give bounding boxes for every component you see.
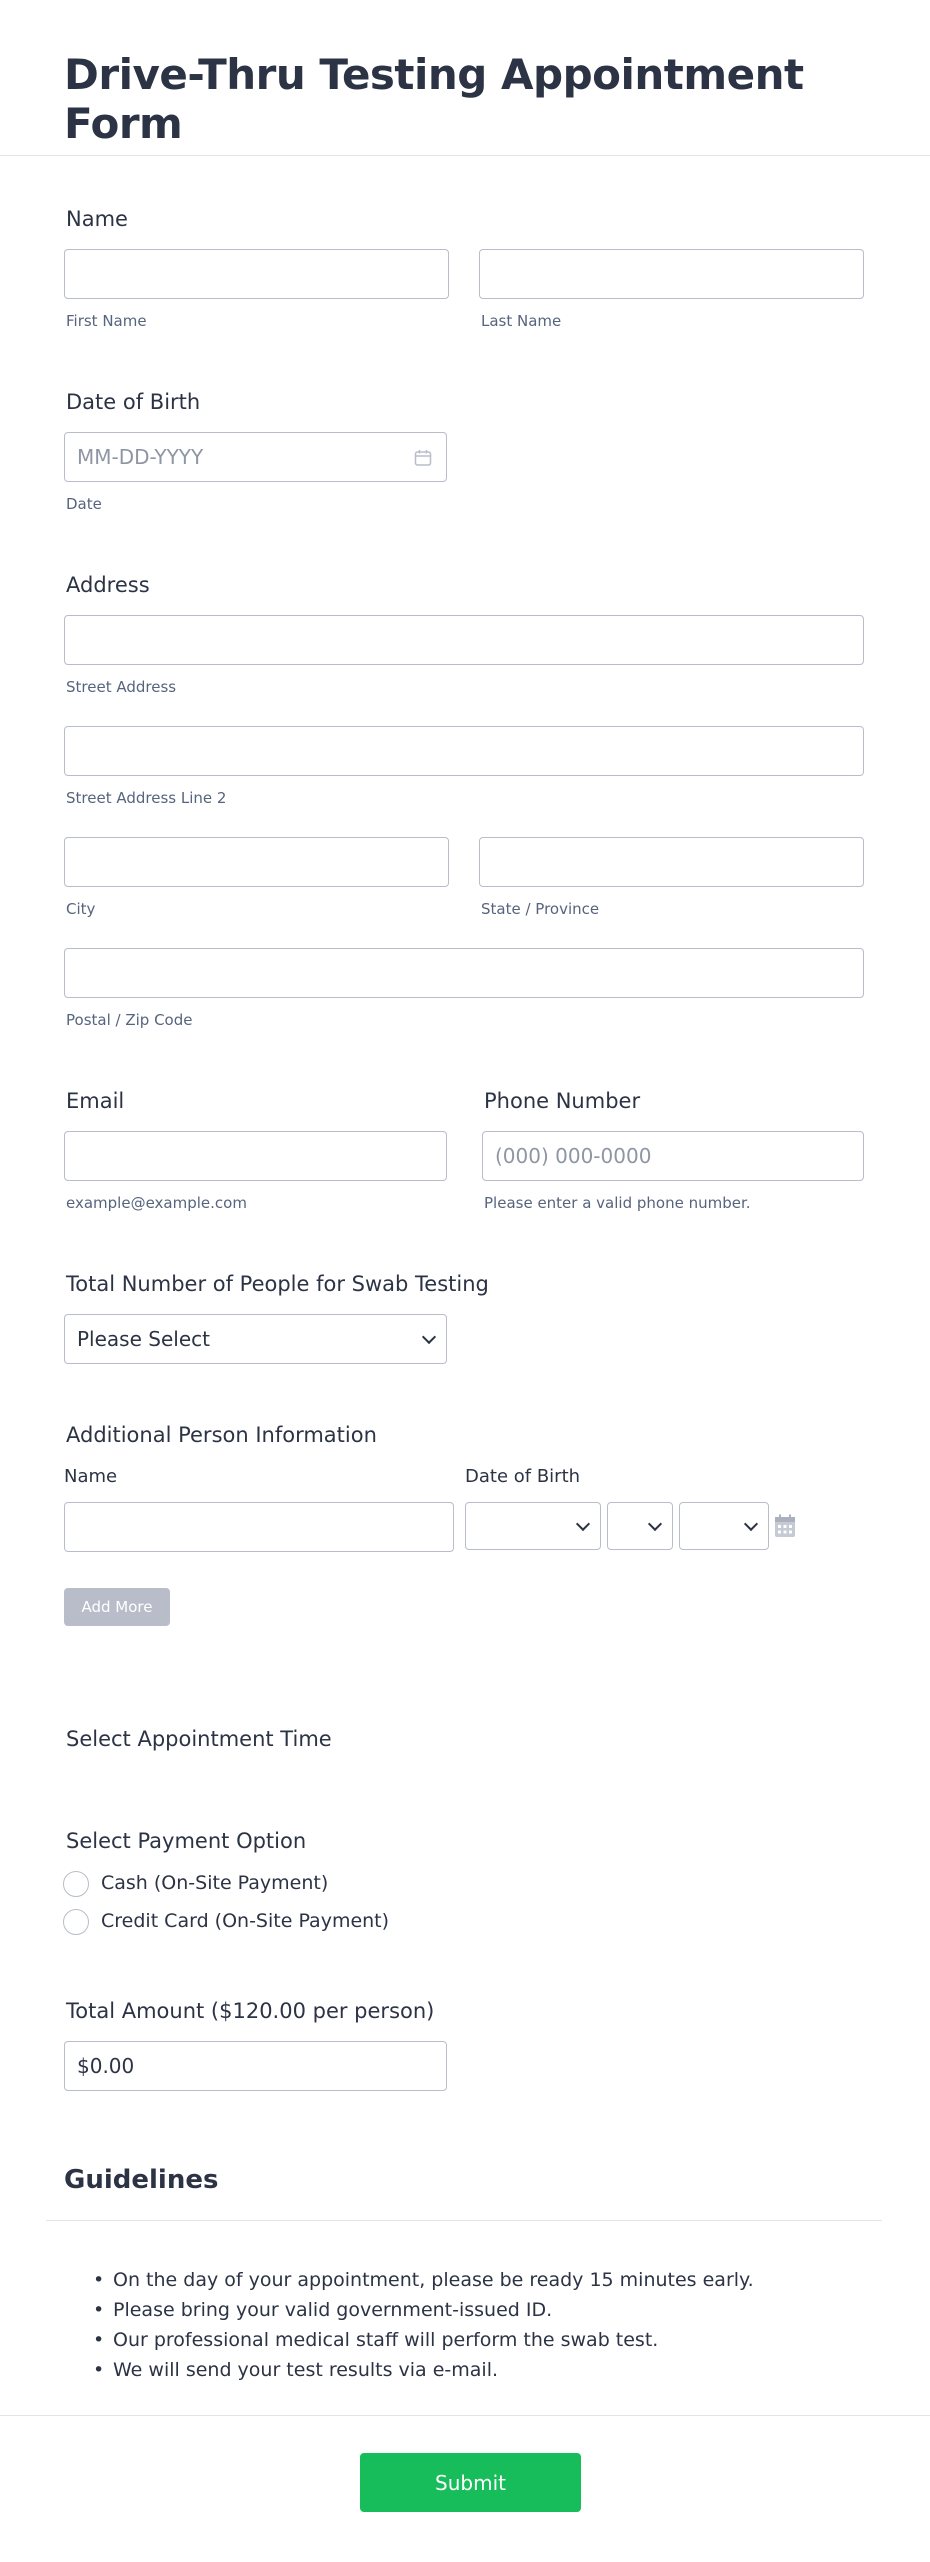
- payment-radio-cash[interactable]: [63, 1871, 89, 1897]
- additional-name-column: Name: [64, 1466, 118, 1487]
- additional-dob-column: Date of Birth: [465, 1466, 581, 1487]
- email-sublabel: example@example.com: [66, 1194, 247, 1212]
- calendar-icon[interactable]: [414, 448, 432, 472]
- dob-label: Date of Birth: [66, 390, 201, 414]
- people-select[interactable]: [64, 1314, 447, 1364]
- chevron-down-icon: [576, 1517, 590, 1531]
- additional-name-input[interactable]: [64, 1502, 454, 1552]
- guideline-item: • We will send your test results via e-mail.: [113, 2355, 498, 2385]
- street-address-2-sublabel: Street Address Line 2: [66, 789, 227, 807]
- last-name-sublabel: Last Name: [481, 312, 562, 330]
- payment-label: Select Payment Option: [66, 1829, 307, 1853]
- form-title: Drive-Thru Testing Appointment Form: [64, 50, 804, 148]
- email-input[interactable]: [64, 1131, 447, 1181]
- city-input[interactable]: [64, 837, 449, 887]
- additional-label: Additional Person Information: [66, 1423, 377, 1447]
- chevron-down-icon: [422, 1330, 436, 1344]
- additional-month-select[interactable]: [465, 1502, 601, 1550]
- dob-placeholder: MM-DD-YYYY: [77, 445, 204, 469]
- guidelines-divider: [46, 2220, 882, 2221]
- guideline-item: • Our professional medical staff will perform the swab test.: [113, 2325, 658, 2355]
- first-name-input[interactable]: [64, 249, 449, 299]
- chevron-down-icon: [744, 1517, 758, 1531]
- additional-year-select[interactable]: [679, 1502, 769, 1550]
- phone-sublabel: Please enter a valid phone number.: [484, 1194, 751, 1212]
- guidelines-title: Guidelines: [64, 2165, 219, 2195]
- calendar-icon[interactable]: [774, 1514, 796, 1543]
- street-address-2-input[interactable]: [64, 726, 864, 776]
- city-sublabel: City: [66, 900, 96, 918]
- total-amount-value: $0.00: [77, 2054, 135, 2078]
- street-address-sublabel: Street Address: [66, 678, 177, 696]
- people-label: Total Number of People for Swab Testing: [66, 1272, 489, 1296]
- dob-input[interactable]: [64, 432, 447, 482]
- guideline-item: • On the day of your appointment, please be ready 15 minutes early.: [113, 2265, 754, 2295]
- add-more-button[interactable]: Add More: [64, 1588, 170, 1626]
- payment-option-cash[interactable]: Cash (On-Site Payment): [101, 1872, 329, 1894]
- name-label: Name: [66, 207, 128, 231]
- payment-radio-credit[interactable]: [63, 1909, 89, 1935]
- chevron-down-icon: [648, 1517, 662, 1531]
- people-select-value: Please Select: [77, 1327, 210, 1351]
- total-label: Total Amount ($120.00 per person): [66, 1999, 435, 2023]
- street-address-input[interactable]: [64, 615, 864, 665]
- additional-day-select[interactable]: [607, 1502, 673, 1550]
- email-label: Email: [66, 1089, 125, 1113]
- header-divider: [0, 155, 930, 156]
- phone-input[interactable]: [482, 1131, 864, 1181]
- address-label: Address: [66, 573, 150, 597]
- zip-sublabel: Postal / Zip Code: [66, 1011, 193, 1029]
- zip-input[interactable]: [64, 948, 864, 998]
- phone-placeholder: (000) 000-0000: [495, 1144, 652, 1168]
- last-name-input[interactable]: [479, 249, 864, 299]
- phone-label: Phone Number: [484, 1089, 641, 1113]
- submit-button[interactable]: Submit: [360, 2453, 581, 2512]
- dob-sublabel: Date: [66, 495, 102, 513]
- payment-option-credit[interactable]: Credit Card (On-Site Payment): [101, 1910, 390, 1932]
- appointment-label: Select Appointment Time: [66, 1727, 332, 1751]
- total-amount-input[interactable]: [64, 2041, 447, 2091]
- state-sublabel: State / Province: [481, 900, 600, 918]
- first-name-sublabel: First Name: [66, 312, 147, 330]
- guideline-item: • Please bring your valid government-issued ID.: [113, 2295, 552, 2325]
- footer-divider: [0, 2415, 930, 2416]
- state-input[interactable]: [479, 837, 864, 887]
